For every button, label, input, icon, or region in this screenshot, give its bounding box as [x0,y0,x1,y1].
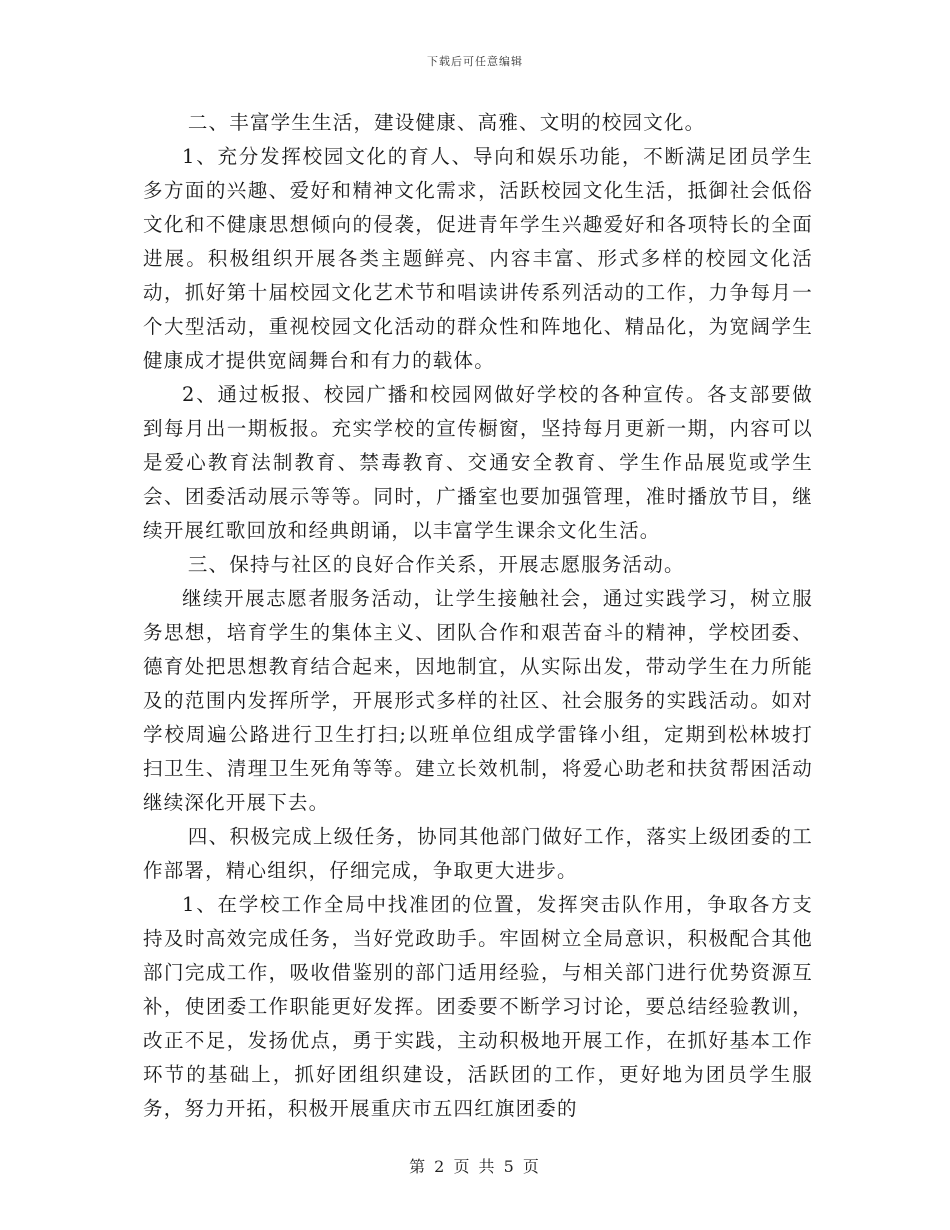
section-heading-4: 四、积极完成上级任务，协同其他部门做好工作，落实上级团委的工作部署，精心组织，仔细完成，争取更大进步。 [143,825,813,882]
page-header: 下载后可任意编辑 [427,55,523,68]
paragraph-culture-activities: 1、充分发挥校园文化的育人、导向和娱乐功能，不断满足团员学生多方面的兴趣、爱好和精神文化需求，活跃校园文化生活，抵御社会低俗文化和不健康思想倾向的侵袭，促进青年学生兴趣爱好和各项特长的全面进展。积极组织开展各类主题鲜亮、内容丰富、形式多样的校园文化活动，抓好第十届校园文化艺术节和唱读讲传系列活动的工作，力争每月一个大型活动，重视校园文化活动的群众性和阵地化、精品化，为宽阔学生健康成才提供宽阔舞台和有力的载体。 [143,145,813,372]
document-body [143,106,813,1126]
paragraph-publicity: 2、通过板报、校园广播和校园网做好学校的各种宣传。各支部要做到每月出一期板报。充实学校的宣传橱窗，坚持每月更新一期，内容可以是爱心教育法制教育、禁毒教育、交通安全教育、学生作品展览或学生会、团委活动展示等等。同时，广播室也要加强管理，准时播放节目，继续开展红歌回放和经典朗诵，以丰富学生课余文化生活。 [143,383,813,542]
section-heading-2: 二、丰富学生生活，建设健康、高雅、文明的校园文化。 [187,111,706,134]
section-heading-3: 三、保持与社区的良好合作关系，开展志愿服务活动。 [187,553,685,576]
paragraph-volunteer-service: 继续开展志愿者服务活动，让学生接触社会，通过实践学习，树立服务思想，培育学生的集体主义、团队合作和艰苦奋斗的精神，学校团委、德育处把思想教育结合起来，因地制宜，从实际出发，带动学生在力所能及的范围内发挥所学，开展形式多样的社区、社会服务的实践活动。如对学校周遍公路进行卫生打扫;以班单位组成学雷锋小组，定期到松林坡打扫卫生、清理卫生死角等等。建立长效机制，将爱心助老和扶贫帮困活动继续深化开展下去。 [143,587,813,814]
page-number-footer: 第 2 页 共 5 页 [409,1157,541,1176]
paragraph-school-work: 1、在学校工作全局中找准团的位置，发挥突击队作用，争取各方支持及时高效完成任务，当好党政助手。牢固树立全局意识，积极配合其他部门完成工作，吸收借鉴别的部门适用经验，与相关部门进行优势资源互补，使团委工作职能更好发挥。团委要不断学习讨论，要总结经验教训，改正不足，发扬优点，勇于实践，主动积极地开展工作，在抓好基本工作环节的基础上，抓好团组织建设，活跃团的工作，更好地为团员学生服务，努力开拓，积极开展重庆市五四红旗团委的 [143,893,813,1120]
